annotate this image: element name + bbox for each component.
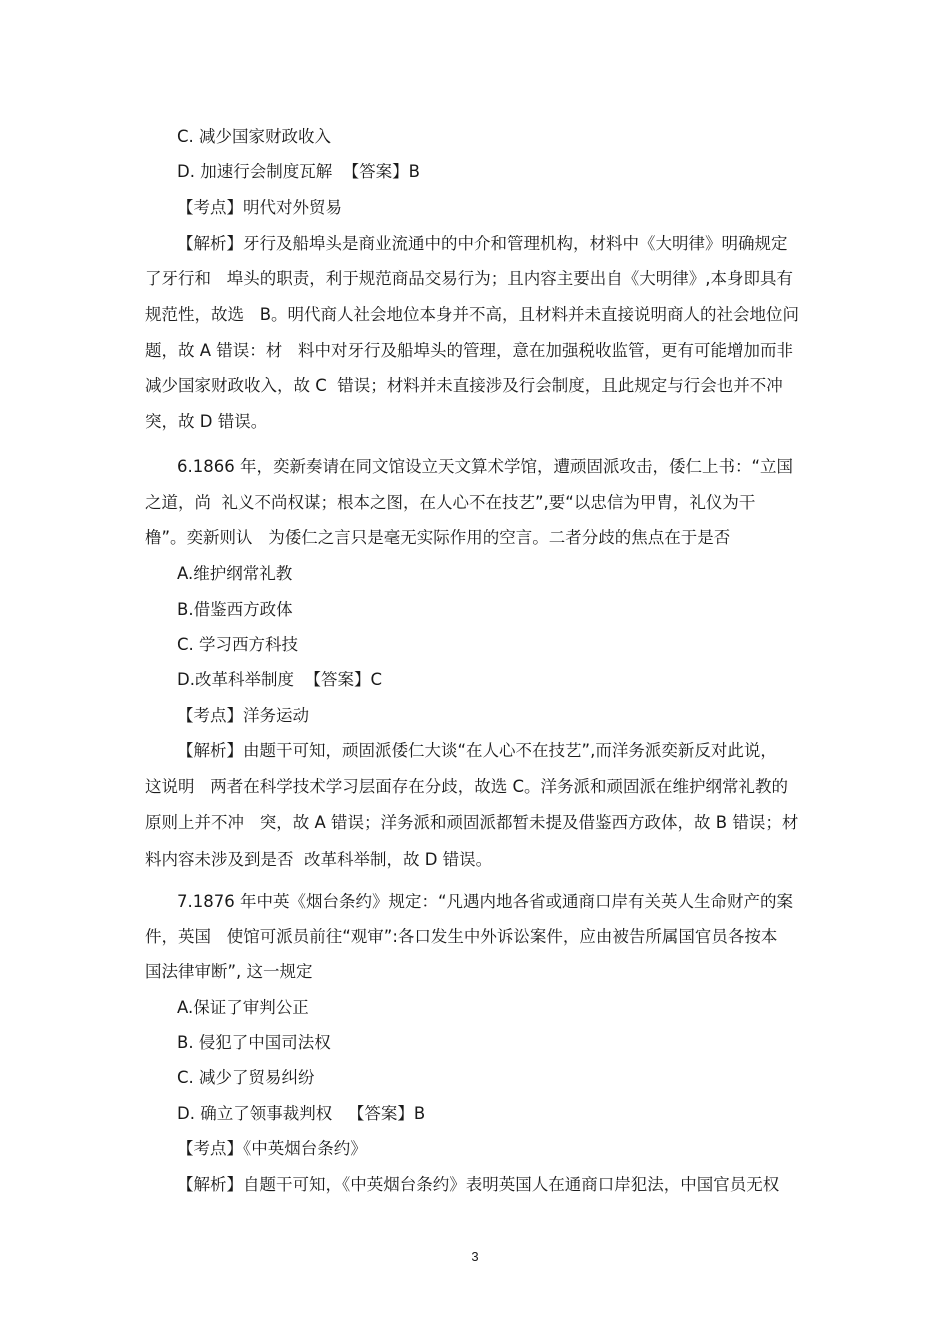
analysis-q5-line-1: 【解析】牙行及船埠头是商业流通中的中介和管理机构，材料中《大明律》明确规定 <box>177 234 788 253</box>
option-a-q7: A.保证了审判公正 <box>177 998 309 1017</box>
option-b-q7: B. 侵犯了中国司法权 <box>177 1033 331 1052</box>
option-c-q6: C. 学习西方科技 <box>177 635 299 654</box>
question-7-line-3: 国法律审断”, 这一规定 <box>145 962 313 981</box>
option-d-q7-answer: D. 确立了领事裁判权 【答案】B <box>177 1104 426 1123</box>
analysis-q5-line-6: 突，故 D 错误。 <box>145 412 268 431</box>
analysis-q6-line-4: 料内容未涉及到是否 改革科举制，故 D 错误。 <box>145 850 493 869</box>
analysis-q7-line-1: 【解析】自题干可知，《中英烟台条约》表明英国人在通商口岸犯法，中国官员无权 <box>177 1175 780 1194</box>
analysis-q5-line-2: 了牙行和 埠头的职责，利于规范商品交易行为；且内容主要出自《大明律》,本身即具有 <box>145 269 793 288</box>
topic-q5: 【考点】明代对外贸易 <box>177 198 342 217</box>
option-d-q6-answer: D.改革科举制度 【答案】C <box>177 670 382 689</box>
analysis-q6-line-3: 原则上并不冲 突，故 A 错误；洋务派和顽固派都暂未提及借鉴西方政体，故 B 错误；材 <box>145 813 799 832</box>
question-7-line-1: 7.1876 年中英《烟台条约》规定：“凡遇内地各省或通商口岸有关英人生命财产的案 <box>177 892 794 911</box>
option-a-q6: A.维护纲常礼教 <box>177 564 293 583</box>
question-6-line-3: 橹”。奕新则认 为倭仁之言只是毫无实际作用的空言。二者分歧的焦点在于是否 <box>145 528 731 547</box>
page-number: 3 <box>471 1249 479 1264</box>
question-7-line-2: 件，英国 使馆可派员前往“观审”:各口发生中外诉讼案件，应由被告所属国官员各按本 <box>145 927 778 946</box>
analysis-q5-line-5: 减少国家财政收入，故 C 错误；材料并未直接涉及行会制度，且此规定与行会也并不冲 <box>145 376 783 395</box>
analysis-q6-line-2: 这说明 两者在科学技术学习层面存在分歧，故选 C。洋务派和顽固派在维护纲常礼教的 <box>145 777 789 796</box>
analysis-q6-line-1: 【解析】由题干可知，顽固派倭仁大谈“在人心不在技艺”,而洋务派奕新反对此说， <box>177 741 777 760</box>
option-b-q6: B.借鉴西方政体 <box>177 600 293 619</box>
topic-q7: 【考点】《中英烟台条约》 <box>177 1139 367 1158</box>
topic-q6: 【考点】洋务运动 <box>177 706 309 725</box>
option-c-q7: C. 减少了贸易纠纷 <box>177 1068 315 1087</box>
analysis-q5-line-3: 规范性，故选 B。明代商人社会地位本身并不高，且材料并未直接说明商人的社会地位问 <box>145 305 800 324</box>
analysis-q5-line-4: 题，故 A 错误：材 料中对牙行及船埠头的管理，意在加强税收监管，更有可能增加而非 <box>145 341 794 360</box>
question-6-line-1: 6.1866 年，奕新奏请在同文馆设立天文算术学馆，遭顽固派攻击，倭仁上书：“立国 <box>177 457 794 476</box>
question-6-line-2: 之道，尚 礼义不尚权谋；根本之图，在人心不在技艺”,要“以忠信为甲胄，礼仪为干 <box>145 493 756 512</box>
option-d-q5-answer: D. 加速行会制度瓦解 【答案】B <box>177 162 421 181</box>
option-c-q5: C. 减少国家财政收入 <box>177 127 332 146</box>
